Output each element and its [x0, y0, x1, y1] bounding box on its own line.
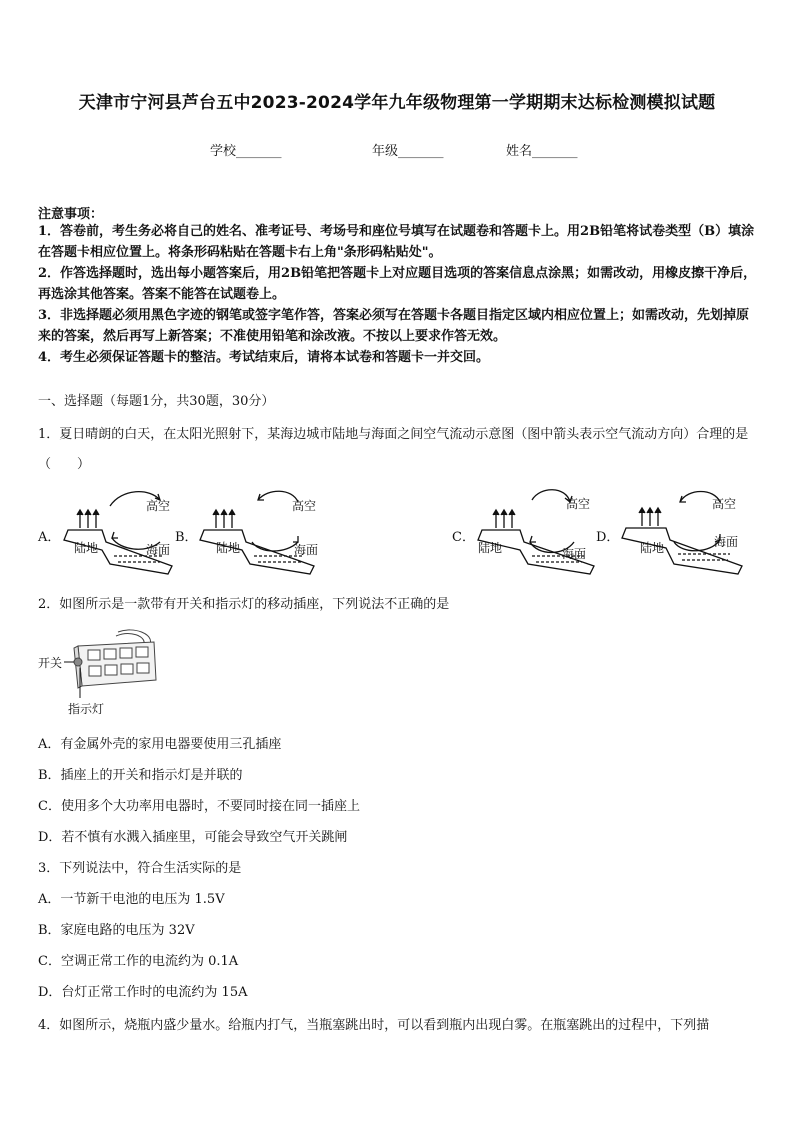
name-field: 姓名_______	[506, 144, 578, 159]
q1-option-c-label: C．	[452, 530, 475, 545]
note-item-3: 3．非选择题必须用黑色字迹的钢笔或签字笔作答，答案必须写在答题卡各题目指定区域内相应位置上；如需改动，先划掉原来的答案，然后再写上新答案；不准使用铅笔和涂改液。不按以上要求作答无效。	[38, 308, 750, 344]
q1-option-a-label: A．	[38, 530, 61, 545]
q3-option-c: C．空调正常工作的电流约为 0.1A	[38, 954, 239, 969]
q1-d-sea-label: 海面	[714, 535, 739, 549]
q3-option-a: A．一节新干电池的电压为 1.5V	[38, 892, 225, 907]
q1-option-d-diagram	[618, 482, 748, 580]
q1-c-sky-label: 高空	[566, 497, 591, 511]
q1-c-land-label: 陆地	[478, 541, 503, 555]
q1-option-d-label: D．	[596, 530, 620, 545]
note-item-4: 4．考生必须保证答题卡的整洁。考试结束后，请将本试卷和答题卡一并交回。	[38, 350, 490, 365]
q1-d-land-label: 陆地	[640, 541, 665, 555]
q2-option-a: A．有金属外壳的家用电器要使用三孔插座	[38, 737, 282, 752]
q1-option-c-diagram	[474, 482, 602, 580]
question-1-stem: 1．夏日晴朗的白天，在太阳光照射下，某海边城市陆地与海面之间空气流动示意图（图中箭头表示空气流动方向）合理的是（ ）	[38, 427, 749, 472]
indicator-label: 指示灯	[68, 702, 105, 716]
q1-a-sky-label: 高空	[146, 499, 171, 513]
q2-option-c: C．使用多个大功率用电器时，不要同时接在同一插座上	[38, 799, 360, 814]
q2-option-d: D．若不慎有水溅入插座里，可能会导致空气开关跳闸	[38, 830, 348, 845]
q3-option-b: B．家庭电路的电压为 32V	[38, 923, 195, 938]
q1-d-sky-label: 高空	[712, 497, 737, 511]
switch-label: 开关	[38, 656, 63, 670]
section-heading: 一、选择题（每题1分，共30题，30分）	[38, 394, 275, 409]
q1-c-sea-label: 海面	[562, 547, 587, 561]
question-2-stem: 2．如图所示是一款带有开关和指示灯的移动插座，下列说法不正确的是	[38, 597, 450, 612]
q1-a-sea-label: 海面	[146, 543, 171, 557]
note-item-2: 2．作答选择题时，选出每小题答案后，用2B铅笔把答题卡上对应题目选项的答案信息点涂黑；如需改动，用橡皮擦干净后，再选涂其他答案。答案不能答在试题卷上。	[38, 266, 757, 302]
school-field: 学校_______	[210, 144, 282, 159]
note-item-1: 1．答卷前，考生务必将自己的姓名、准考证号、考场号和座位号填写在试题卷和答题卡上。用2B铅笔将试卷类型（B）填涂在答题卡相应位置上。将条形码粘贴在答题卡右上角"条形码粘贴处"。	[38, 224, 755, 260]
q3-option-d: D．台灯正常工作时的电流约为 15A	[38, 985, 248, 1000]
power-strip-image	[58, 628, 162, 700]
page-title: 天津市宁河县芦台五中2023-2024学年九年级物理第一学期期末达标检测模拟试题	[78, 93, 716, 113]
grade-field: 年级_______	[372, 144, 444, 159]
q1-option-b-label: B．	[175, 530, 198, 545]
q1-option-b-diagram	[198, 486, 322, 578]
q1-b-land-label: 陆地	[216, 541, 241, 555]
q1-option-a-diagram	[62, 486, 180, 578]
q2-option-b: B．插座上的开关和指示灯是并联的	[38, 768, 243, 783]
question-3-stem: 3．下列说法中，符合生活实际的是	[38, 861, 242, 876]
question-4-stem: 4．如图所示，烧瓶内盛少量水。给瓶内打气，当瓶塞跳出时，可以看到瓶内出现白雾。在瓶塞跳出的过程中，下列描	[38, 1018, 710, 1033]
notes-heading: 注意事项：	[38, 207, 104, 222]
q1-b-sky-label: 高空	[292, 499, 317, 513]
q1-a-land-label: 陆地	[74, 541, 99, 555]
q1-b-sea-label: 海面	[294, 543, 319, 557]
